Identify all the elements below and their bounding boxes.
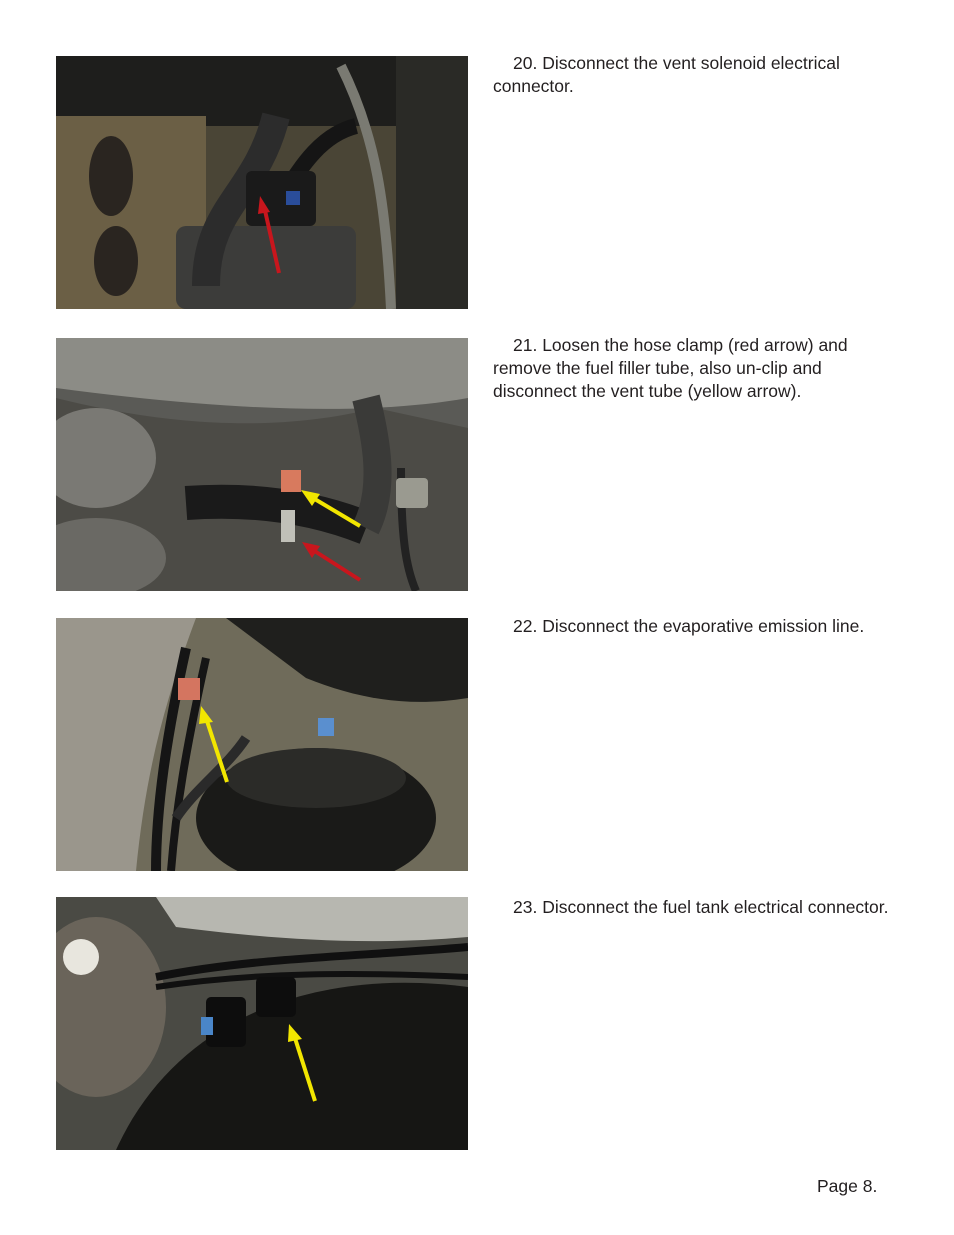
step-21-text bbox=[493, 334, 893, 403]
evap-line-photo bbox=[56, 618, 468, 871]
step-23-description: Disconnect the fuel tank electrical connector. bbox=[542, 897, 889, 917]
step-23-number: 23. bbox=[513, 897, 538, 917]
step-23-text bbox=[493, 896, 893, 919]
vent-solenoid-image bbox=[56, 56, 468, 309]
page-number: Page 8. bbox=[817, 1176, 878, 1196]
vent-solenoid-photo bbox=[56, 56, 468, 309]
step-22-description: Disconnect the evaporative emission line. bbox=[542, 616, 865, 636]
step-22-text bbox=[493, 615, 893, 638]
step-20-number: 20. bbox=[513, 53, 538, 73]
tank-connector-image bbox=[56, 897, 468, 1150]
hose-clamp-image bbox=[56, 338, 468, 591]
step-21-description: Loosen the hose clamp (red arrow) and remove the fuel filler tube, also un-clip and disconnect the vent tube (yellow arrow). bbox=[493, 335, 848, 401]
step-20-description: Disconnect the vent solenoid electrical connector. bbox=[493, 53, 840, 96]
evap-line-image bbox=[56, 618, 468, 871]
hose-clamp-photo bbox=[56, 338, 468, 591]
tank-connector-photo bbox=[56, 897, 468, 1150]
step-22-number: 22. bbox=[513, 616, 538, 636]
step-21-number: 21. bbox=[513, 335, 538, 355]
step-20-text bbox=[493, 52, 893, 98]
